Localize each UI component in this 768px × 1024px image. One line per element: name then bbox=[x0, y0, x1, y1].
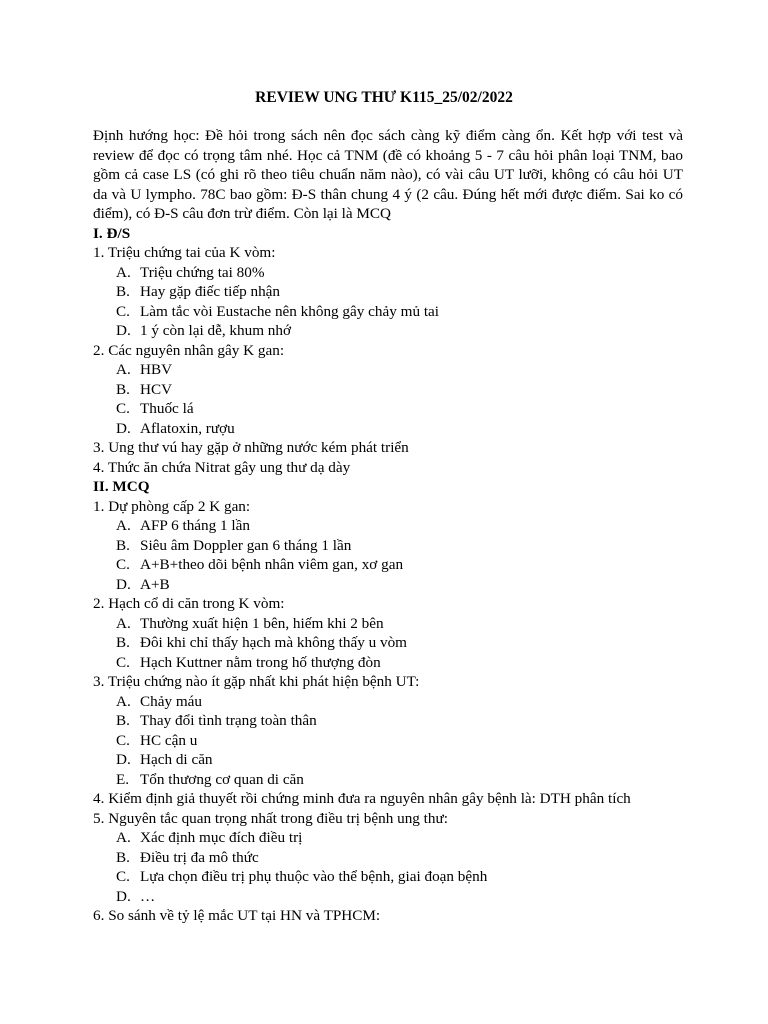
section-heading: II. MCQ bbox=[93, 478, 150, 495]
option-letter: C. bbox=[116, 731, 130, 749]
question-text: 1. Dự phòng cấp 2 K gan: bbox=[93, 497, 251, 515]
question-text: 2. Hạch cổ di căn trong K vòm: bbox=[93, 595, 285, 612]
option-letter: B. bbox=[116, 536, 130, 554]
option-text: Xác định mục đích điều trị bbox=[140, 829, 303, 846]
option-text: A+B+theo dõi bệnh nhân viêm gan, xơ gan bbox=[140, 556, 404, 573]
answer-option bbox=[93, 731, 683, 751]
document-body bbox=[93, 126, 683, 926]
option-text: Lựa chọn điều trị phụ thuộc vào thể bệnh, giai đoạn bệnh bbox=[140, 868, 488, 885]
option-letter: B. bbox=[116, 283, 130, 300]
answer-option bbox=[93, 302, 683, 322]
question-text: 3. Triệu chứng nào ít gặp nhất khi phát hiện bệnh UT: bbox=[93, 673, 420, 690]
option-letter: C. bbox=[116, 556, 130, 573]
answer-option bbox=[93, 321, 683, 341]
option-list bbox=[93, 360, 683, 438]
option-text: HCV bbox=[140, 380, 173, 398]
option-text: Thường xuất hiện 1 bên, hiếm khi 2 bên bbox=[140, 614, 384, 632]
option-text: Triệu chứng tai 80% bbox=[140, 263, 265, 281]
option-text: Thuốc lá bbox=[140, 400, 194, 417]
answer-option bbox=[93, 692, 683, 712]
answer-option bbox=[93, 263, 683, 283]
answer-option bbox=[93, 750, 683, 770]
answer-option bbox=[93, 887, 683, 907]
option-text: Điều trị đa mô thức bbox=[140, 848, 259, 866]
option-letter: C. bbox=[116, 302, 130, 320]
option-letter: D. bbox=[116, 322, 131, 339]
page-title: REVIEW UNG THƯ K115_25/02/2022 bbox=[255, 89, 513, 106]
question-text: 3. Ung thư vú hay gặp ở những nước kém phát triển bbox=[93, 439, 409, 456]
answer-option bbox=[93, 711, 683, 731]
option-letter: A. bbox=[116, 692, 131, 710]
question-text: 1. Triệu chứng tai của K vòm: bbox=[93, 244, 276, 261]
option-text: Hay gặp điếc tiếp nhận bbox=[140, 283, 281, 300]
option-text: Tổn thương cơ quan di căn bbox=[140, 770, 304, 788]
option-text: Thay đổi tình trạng toàn thân bbox=[140, 712, 317, 729]
option-list bbox=[93, 692, 683, 790]
option-letter: B. bbox=[116, 380, 130, 398]
option-letter: D. bbox=[116, 575, 131, 593]
option-text: Đôi khi chỉ thấy hạch mà không thấy u vòm bbox=[140, 634, 407, 651]
option-text: Aflatoxin, rượu bbox=[140, 419, 235, 437]
answer-option bbox=[93, 282, 683, 302]
option-list bbox=[93, 614, 683, 673]
study-guidance-paragraph: Định hướng học: Đề hỏi trong sách nên đọc sách càng kỹ điểm càng ổn. Kết hợp với test và review để đọc có trọng tâm nhé. Học cả TNM (đề có khoảng 5 - 7 câu hỏi phân loại TNM, bao gồm cả case LS (có ghi rõ theo tiêu chuẩn năm nào), có vài câu UT lưỡi, không có câu hỏi UT da và U lympho. 78C bao gồm: Đ-S thân chung 4 ý (2 câu. Đúng hết mới được điểm. Sai ko có điểm), có Đ-S câu đơn trừ điểm. Còn lại là MCQ bbox=[93, 127, 683, 222]
option-text: Làm tắc vòi Eustache nên không gây chảy mủ tai bbox=[140, 302, 440, 320]
answer-option bbox=[93, 770, 683, 790]
option-text: AFP 6 tháng 1 lần bbox=[140, 517, 250, 534]
option-text: Hạch di căn bbox=[140, 751, 213, 768]
option-letter: D. bbox=[116, 419, 131, 437]
answer-option bbox=[93, 633, 683, 653]
option-text: 1 ý còn lại dễ, khum nhớ bbox=[140, 322, 292, 339]
answer-option bbox=[93, 516, 683, 536]
option-text: Siêu âm Doppler gan 6 tháng 1 lần bbox=[140, 536, 352, 554]
option-letter: E. bbox=[116, 770, 130, 788]
option-letter: B. bbox=[116, 634, 130, 651]
option-text: HBV bbox=[140, 361, 173, 378]
answer-option bbox=[93, 360, 683, 380]
answer-option bbox=[93, 536, 683, 556]
option-letter: D. bbox=[116, 887, 131, 905]
option-list bbox=[93, 516, 683, 594]
question-text: 2. Các nguyên nhân gây K gan: bbox=[93, 341, 285, 359]
option-letter: C. bbox=[116, 868, 130, 885]
option-text: … bbox=[140, 887, 156, 905]
answer-option bbox=[93, 614, 683, 634]
answer-option bbox=[93, 419, 683, 439]
answer-option bbox=[93, 380, 683, 400]
question-text: 5. Nguyên tắc quan trọng nhất trong điều trị bệnh ung thư: bbox=[93, 809, 448, 827]
answer-option bbox=[93, 848, 683, 868]
option-list bbox=[93, 828, 683, 906]
option-letter: A. bbox=[116, 829, 131, 846]
answer-option bbox=[93, 653, 683, 673]
option-list bbox=[93, 263, 683, 341]
option-text: Hạch Kuttner nằm trong hố thượng đòn bbox=[140, 653, 381, 671]
option-letter: C. bbox=[116, 653, 130, 671]
option-text: Chảy máu bbox=[140, 692, 203, 710]
answer-option bbox=[93, 575, 683, 595]
question-text: 4. Kiểm định giả thuyết rồi chứng minh đưa ra nguyên nhân gây bệnh là: DTH phân tích bbox=[93, 790, 631, 807]
option-letter: A. bbox=[116, 517, 131, 534]
option-letter: A. bbox=[116, 263, 131, 281]
question-text: 4. Thức ăn chứa Nitrat gây ung thư dạ dày bbox=[93, 458, 351, 476]
answer-option bbox=[93, 867, 683, 887]
question-text: 6. So sánh về tỷ lệ mắc UT tại HN và TPHCM: bbox=[93, 907, 381, 924]
answer-option bbox=[93, 555, 683, 575]
section-heading: I. Đ/S bbox=[93, 224, 131, 242]
option-letter: A. bbox=[116, 361, 131, 378]
answer-option bbox=[93, 828, 683, 848]
option-letter: A. bbox=[116, 614, 131, 632]
option-text: A+B bbox=[140, 575, 170, 593]
option-letter: B. bbox=[116, 712, 130, 729]
option-letter: D. bbox=[116, 751, 131, 768]
option-text: HC cận u bbox=[140, 731, 198, 749]
option-letter: B. bbox=[116, 848, 130, 866]
answer-option bbox=[93, 399, 683, 419]
option-letter: C. bbox=[116, 400, 130, 417]
